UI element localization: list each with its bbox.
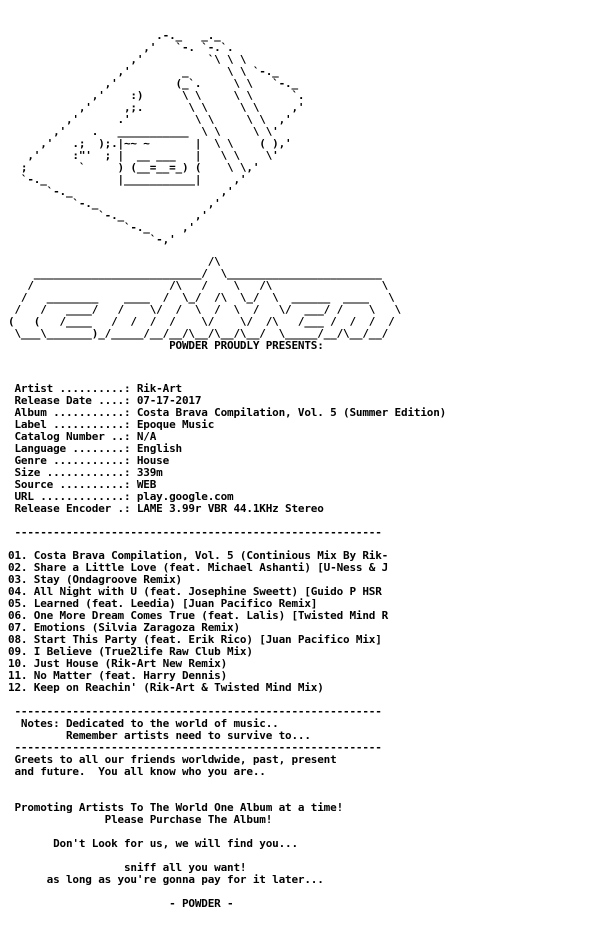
art-line: ,' .; );.|~~ ~ | \ \ ( ),' bbox=[8, 137, 292, 150]
notes-line: Greets to all our friends worldwide, past, present bbox=[8, 753, 337, 766]
notes-line: --------------------------------------------------------- bbox=[8, 705, 382, 718]
art-line: ; ` ) (__=__=_) ( \ \,' bbox=[8, 161, 260, 174]
logo-line: / / ____/ / \/ / \ / \ / \/ ___/ / \ \ bbox=[8, 303, 401, 316]
logo-line: POWDER PROUDLY PRESENTS: bbox=[8, 339, 324, 352]
info-line: Catalog Number ..: N/A bbox=[8, 430, 157, 443]
art-line: `-._ ,' bbox=[8, 197, 221, 210]
art-line: ,' :) \ \ \ \ `. bbox=[8, 89, 305, 102]
art-line: .-._ _._ bbox=[8, 29, 221, 42]
tracklist-line: 06. One More Dream Comes True (feat. Lalis) [Twisted Mind R bbox=[8, 609, 389, 622]
notes-line: - POWDER - bbox=[8, 897, 234, 910]
tracklist-line: 10. Just House (Rik-Art New Remix) bbox=[8, 657, 228, 670]
notes-line: Remember artists need to survive to... bbox=[8, 729, 311, 742]
tracklist-line: 03. Stay (Ondagroove Remix) bbox=[8, 573, 182, 586]
notes-line: as long as you're gonna pay for it later... bbox=[8, 873, 324, 886]
art-line: ,' `-. `-.`. bbox=[8, 41, 234, 54]
info-line: Genre ...........: House bbox=[8, 454, 170, 467]
info-line: Size ............: 339m bbox=[8, 466, 163, 479]
art-line: `-._ ,' bbox=[8, 209, 208, 222]
info-line: Release Date ....: 07-17-2017 bbox=[8, 394, 202, 407]
info-line: URL .............: play.google.com bbox=[8, 490, 234, 503]
art-line: `-._ ,' bbox=[8, 221, 195, 234]
info-line: Release Encoder .: LAME 3.99r VBR 44.1KHz Stereo bbox=[8, 502, 324, 515]
tracklist-line: 08. Start This Party (feat. Erik Rico) [Juan Pacifico Mix] bbox=[8, 633, 382, 646]
art-line: ,' _ \ \ `-._ bbox=[8, 65, 279, 78]
tracklist-line: 09. I Believe (True2life Raw Club Mix) bbox=[8, 645, 253, 658]
notes-line: Please Purchase The Album! bbox=[8, 813, 273, 826]
logo-line: / /\ / \ /\ \ bbox=[8, 279, 389, 292]
tracklist-line: 07. Emotions (Silvia Zaragoza Remix) bbox=[8, 621, 240, 634]
info-line: Language ........: English bbox=[8, 442, 182, 455]
art-line: ,' . ___________ \ \ \ \' bbox=[8, 125, 279, 138]
tracklist-line: 01. Costa Brava Compilation, Vol. 5 (Continious Mix By Rik- bbox=[8, 549, 389, 562]
art-line: `-._ ,' bbox=[8, 185, 234, 198]
info-line: Label ...........: Epoque Music bbox=[8, 418, 215, 431]
notes-line: sniff all you want! bbox=[8, 861, 247, 874]
art-line: ,' `\ \ \ bbox=[8, 53, 247, 66]
info-line: Source ..........: WEB bbox=[8, 478, 157, 491]
tracklist-line: 02. Share a Little Love (feat. Michael Ashanti) [U-Ness & J bbox=[8, 561, 389, 574]
art-line: ,' .' \ \ \ \ ,' bbox=[8, 113, 292, 126]
info-line: --------------------------------------------------------- bbox=[8, 526, 382, 539]
info-line: Artist ..........: Rik-Art bbox=[8, 382, 182, 395]
logo-line: /\ bbox=[8, 255, 221, 268]
notes-line: Notes: Dedicated to the world of music.. bbox=[8, 717, 279, 730]
logo-line: \___\_______)_/_____/__/__/\__/\__/\__/ \_____/__/\__/__/ bbox=[8, 327, 389, 340]
art-line: `-,' bbox=[8, 233, 176, 246]
art-line: ,' ,;. \ \ \ \ ,' bbox=[8, 101, 305, 114]
notes-line: --------------------------------------------------------- bbox=[8, 741, 382, 754]
tracklist-line: 05. Learned (feat. Leedia) [Juan Pacifico Remix] bbox=[8, 597, 318, 610]
tracklist-line: 12. Keep on Reachin' (Rik-Art & Twisted Mind Mix) bbox=[8, 681, 324, 694]
logo-line: ( ( /____ / / / / \/ \/ /\ /___ / / / / bbox=[8, 315, 395, 328]
notes-line: Promoting Artists To The World One Album at a time! bbox=[8, 801, 344, 814]
notes-line: Don't Look for us, we will find you... bbox=[8, 837, 298, 850]
info-line: Album ...........: Costa Brava Compilation, Vol. 5 (Summer Edition) bbox=[8, 406, 447, 419]
art-line: `-._ |___________| ,' bbox=[8, 173, 247, 186]
logo-line: / ________ ____ / \_/ /\ \_/ \ ______ ____ \ bbox=[8, 291, 395, 304]
notes-line: and future. You all know who you are.. bbox=[8, 765, 266, 778]
logo-line: __________________________/ \________________________ bbox=[8, 267, 382, 280]
art-line: ,' :"' ; | __ ___ | \ \ \' bbox=[8, 149, 279, 162]
art-line: ,' (_`. \ \ `-._ bbox=[8, 77, 298, 90]
tracklist-line: 04. All Night with U (feat. Josephine Sweett) [Guido P HSR bbox=[8, 585, 382, 598]
tracklist-line: 11. No Matter (feat. Harry Dennis) bbox=[8, 669, 228, 682]
